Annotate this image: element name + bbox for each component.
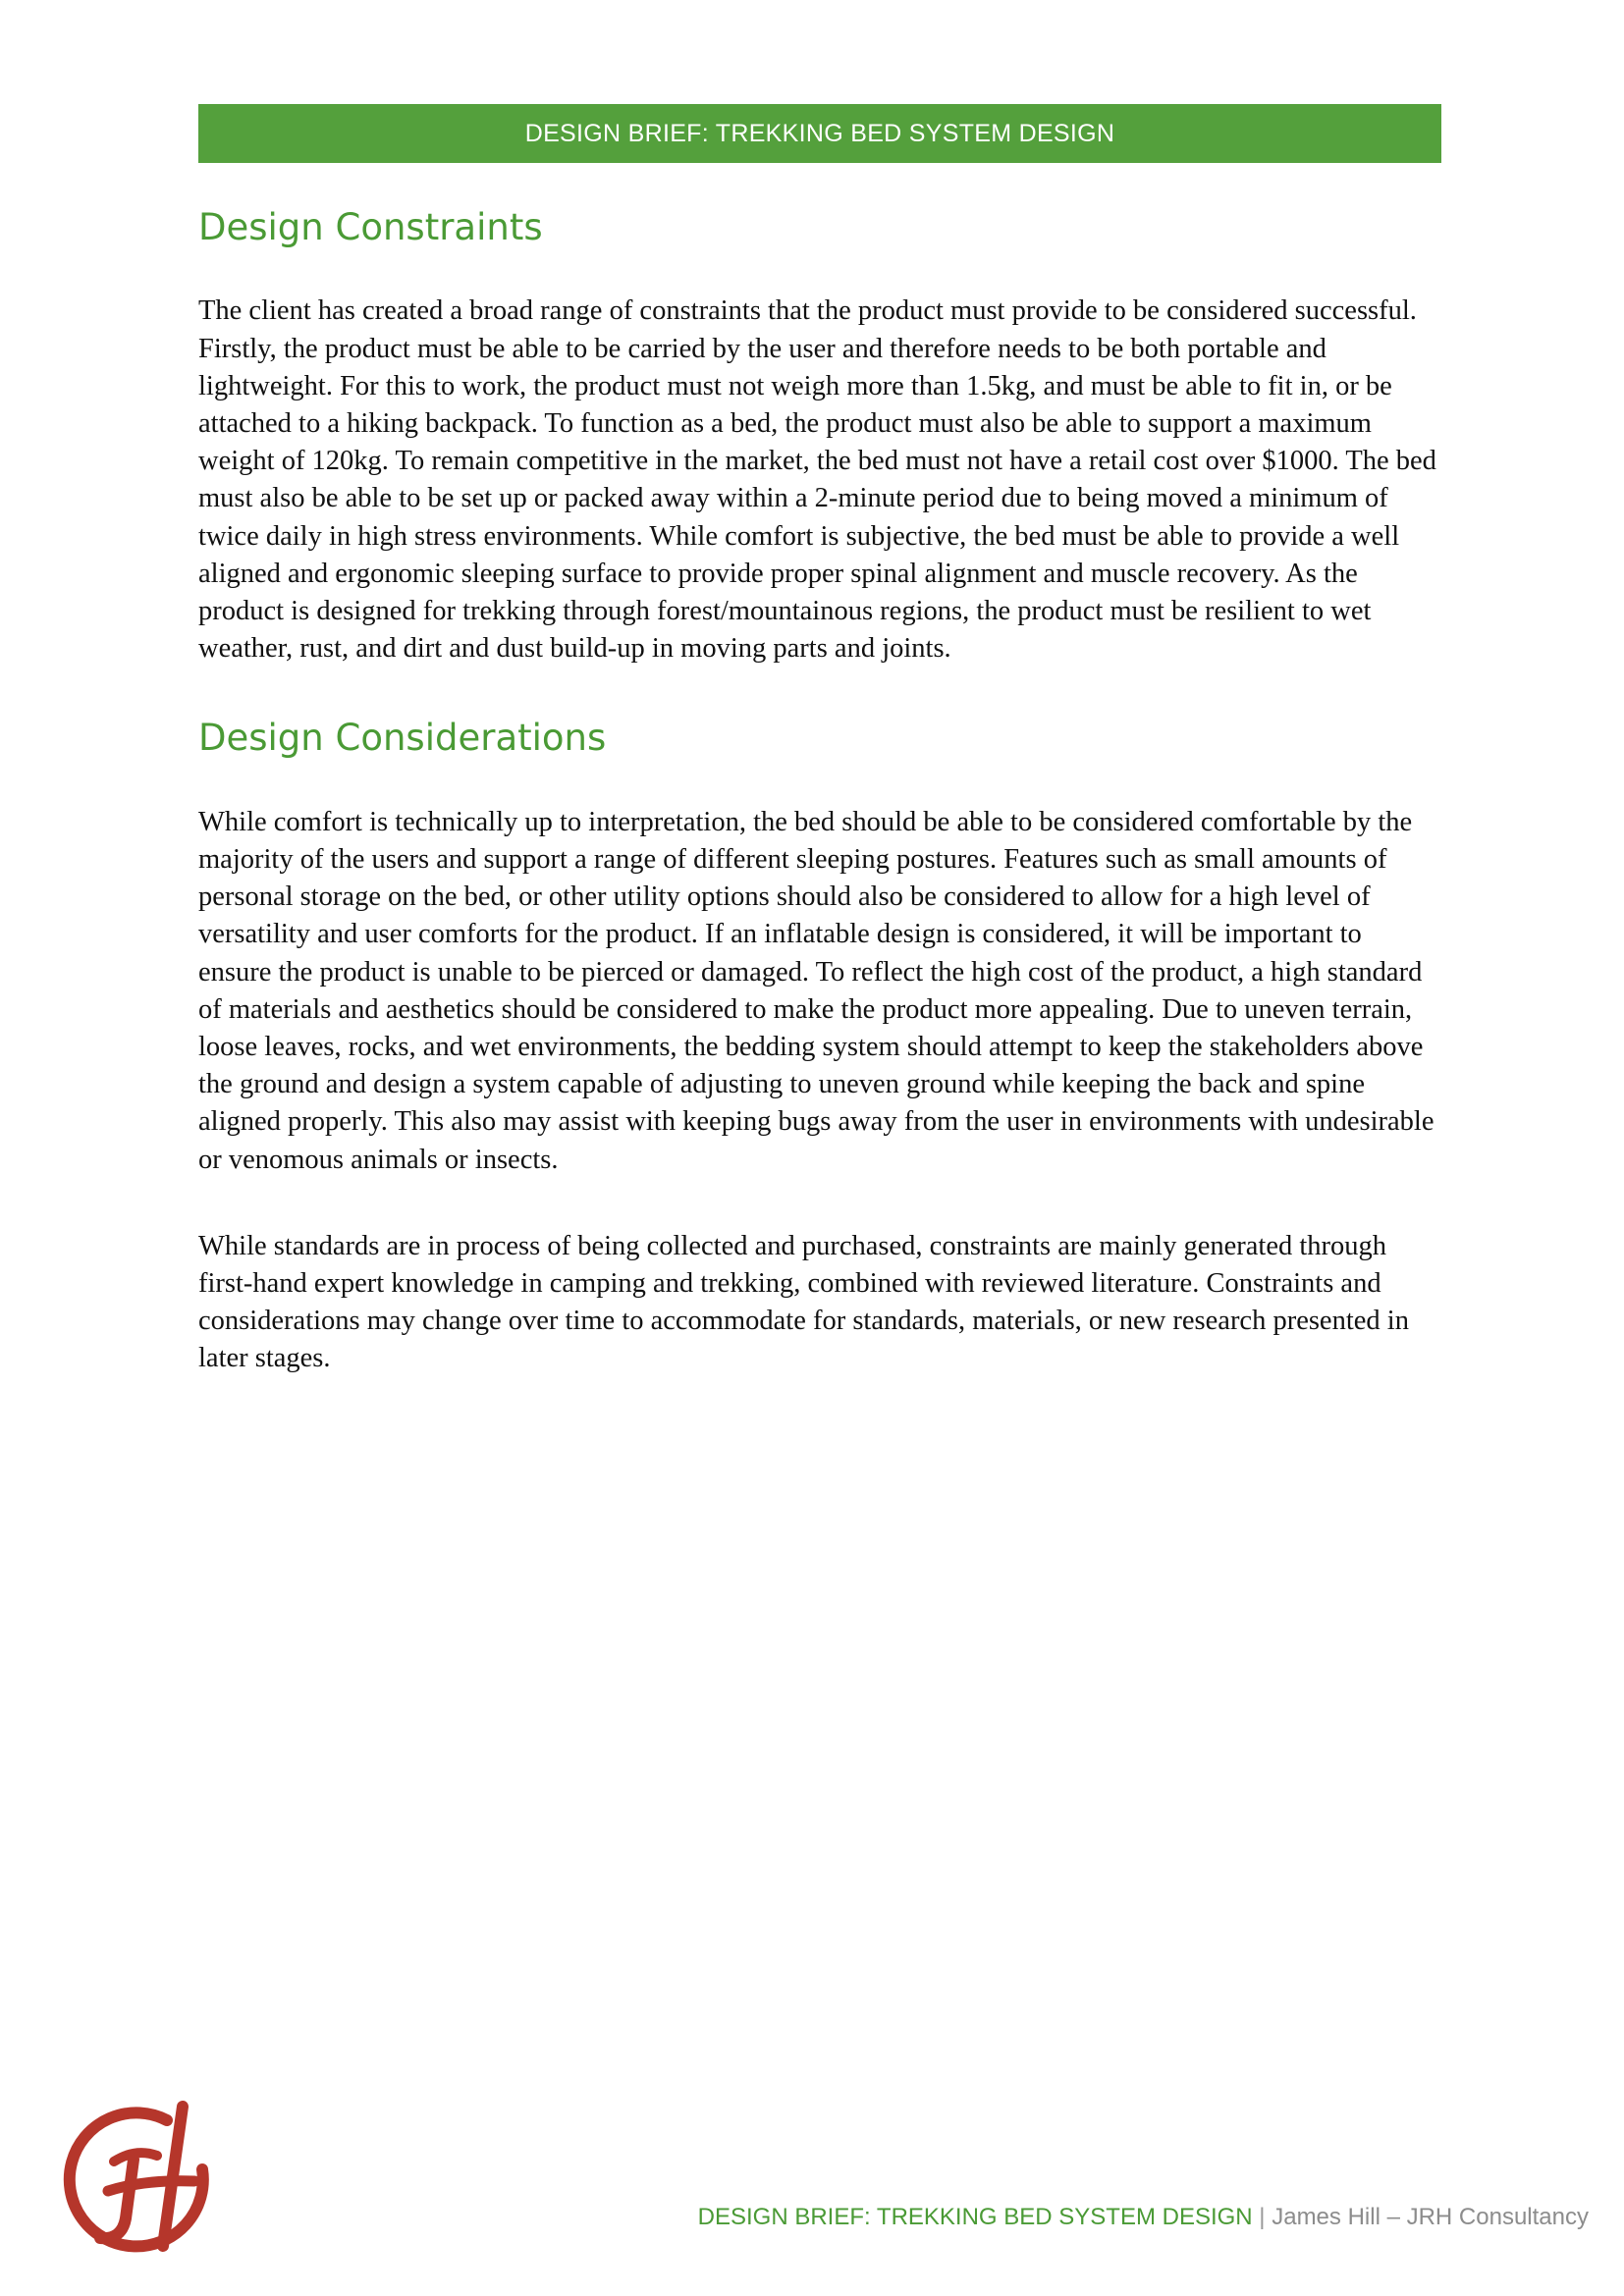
footer-title: DESIGN BRIEF: TREKKING BED SYSTEM DESIGN [697, 2204, 1253, 2230]
design-constraints-paragraph: The client has created a broad range of constraints that the product must provide to be considered successful. Firstly, the product must be able to be carried by the user and therefore needs to be both portable and lightweight. For this to work, the product must not weigh more than 1.5kg, and must be able to fit in, or be attached to a hiking backpack. To function as a bed, the product must also be able to support a maximum weight of 120kg. To remain competitive in the market, the bed must not have a retail cost over $1000. The bed must also be able to be set up or packed away within a 2-minute period due to being moved a minimum of twice daily in high stress environments. While comfort is subjective, the bed must be able to provide a well aligned and ergonomic sleeping surface to provide proper spinal alignment and muscle recovery. As the product is designed for trekking through forest/mountainous regions, the product must be resilient to wet weather, rust, and dirt and dust build-up in moving parts and joints. [198, 295, 1436, 665]
header-bar [198, 104, 1441, 163]
header-title: DESIGN BRIEF: TREKKING BED SYSTEM DESIGN [524, 119, 1115, 147]
design-considerations-heading: Design Considerations [198, 717, 607, 760]
standards-paragraph: While standards are in process of being collected and purchased, constraints are mainly generated through first-hand expert knowledge in camping and trekking, combined with reviewed literature. Constraints and considerations may change over time to accommodate for standards, materials, or new research presented in later stages. [198, 1230, 1409, 1374]
page-footer [698, 2204, 1589, 2231]
document-body [198, 196, 1441, 1378]
jh-logo-icon [57, 2101, 219, 2263]
footer-author: James Hill – JRH Consultancy [1272, 2204, 1589, 2230]
design-considerations-paragraph: While comfort is technically up to interpretation, the bed should be able to be considered comfortable by the majority of the users and support a range of different sleeping postures. Features such as small amounts of personal storage on the bed, or other utility options should also be considered to allow for a high level of versatility and user comforts for the product. If an inflatable design is considered, it will be important to ensure the product is unable to be pierced or damaged. To reflect the high cost of the product, a high standard of materials and aesthetics should be considered to make the product more appealing. Due to uneven terrain, loose leaves, rocks, and wet environments, the bedding system should attempt to keep the stakeholders above the ground and design a system capable of adjusting to uneven ground while keeping the back and spine aligned properly. This also may assist with keeping bugs away from the user in environments with undesirable or venomous animals or insects. [198, 806, 1435, 1175]
design-constraints-heading: Design Constraints [198, 206, 543, 248]
footer-separator: | [1252, 2204, 1272, 2230]
